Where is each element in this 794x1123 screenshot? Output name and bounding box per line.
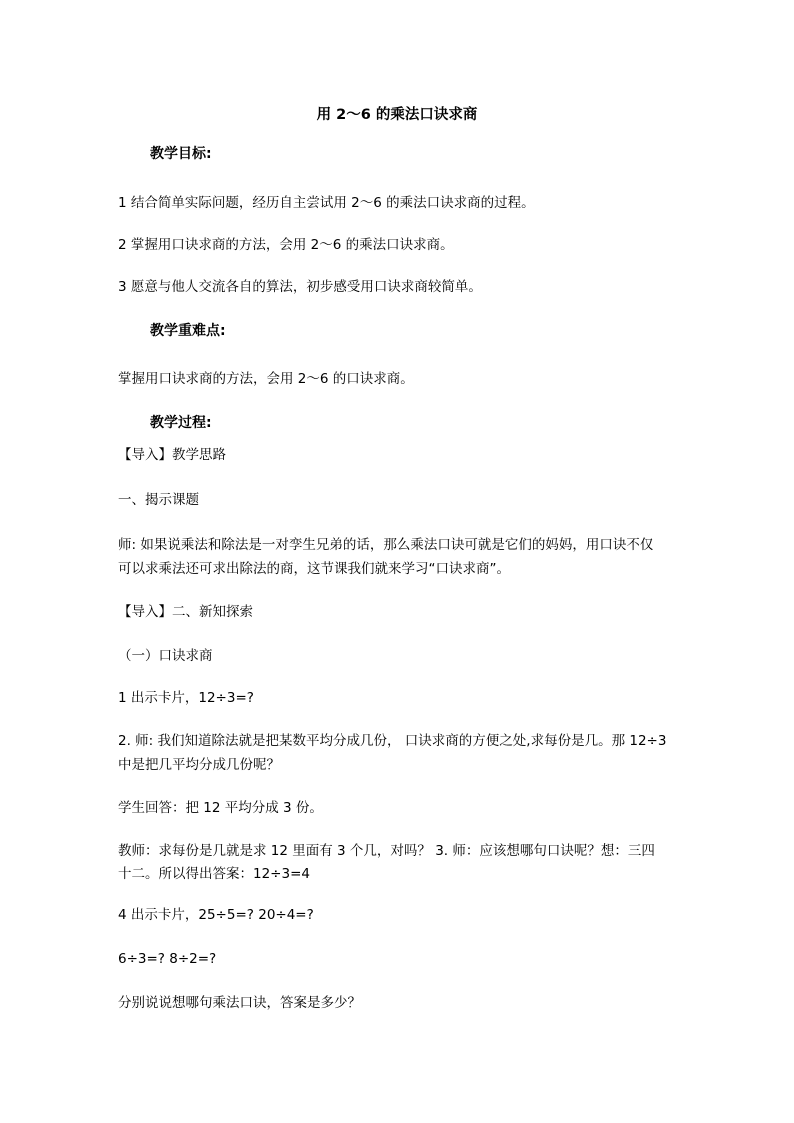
goals-heading: 教学目标: [150, 146, 212, 162]
key-point-text: 掌握用口诀求商的方法，会用 2～6 的口诀求商。 [118, 371, 414, 387]
teacher-intro-line-1: 师: 如果说乘法和除法是一对孪生兄弟的话，那么乘法口诀可就是它们的妈妈，用口诀不仅 [118, 537, 654, 553]
goal-item-1: 1 结合简单实际问题，经历自主尝试用 2～6 的乘法口诀求商的过程。 [118, 195, 535, 211]
step-4: 4 出示卡片，25÷5=? 20÷4=? [118, 907, 314, 923]
teacher-intro-line-2: 可以求乘法还可求出除法的商，这节课我们就来学习“口诀求商”。 [118, 561, 510, 577]
intro-label: 【导入】教学思路 [118, 447, 226, 463]
subsection-formula-quotient: （一）口诀求商 [118, 648, 213, 664]
step-2-line-2: 中是把几平均分成几份呢？ [118, 757, 280, 773]
step-1: 1 出示卡片，12÷3=? [118, 690, 254, 706]
step-2-line-1: 2. 师: 我们知道除法就是把某数平均分成几份， 口诀求商的方便之处,求每份是几。那 12÷3 [118, 733, 667, 749]
teacher-question-line-1: 教师：求每份是几就是求 12 里面有 3 个几，对吗？ 3. 师：应该想哪句口诀呢？想：三四 [118, 843, 655, 859]
goal-item-3: 3 愿意与他人交流各自的算法，初步感受用口诀求商较简单。 [118, 279, 482, 295]
teacher-question-line-2: 十二。所以得出答案：12÷3=4 [118, 866, 310, 882]
section-reveal-topic: 一、揭示课题 [118, 492, 199, 508]
section-new-knowledge: 【导入】二、新知探索 [118, 604, 253, 620]
goal-item-2: 2 掌握用口诀求商的方法，会用 2～6 的乘法口诀求商。 [118, 237, 454, 253]
key-points-heading: 教学重难点: [150, 323, 226, 339]
document-title: 用 2～6 的乘法口诀求商 [316, 107, 478, 123]
process-heading: 教学过程: [150, 415, 212, 431]
student-answer: 学生回答：把 12 平均分成 3 份。 [118, 800, 323, 816]
step-4-continued: 6÷3=? 8÷2=? [118, 951, 217, 967]
closing-question: 分别说说想哪句乘法口诀，答案是多少？ [118, 995, 361, 1011]
